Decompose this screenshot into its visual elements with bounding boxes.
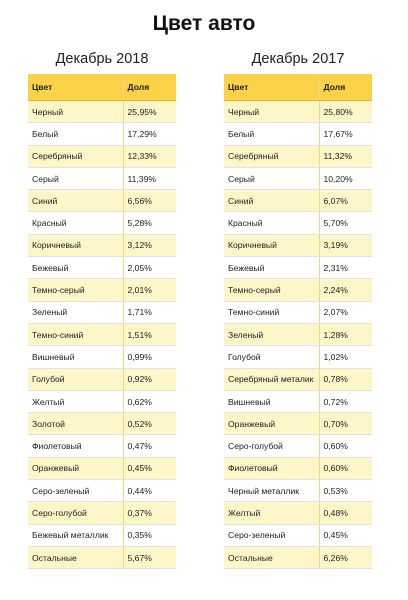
cell-share-value: 3,12% bbox=[123, 234, 176, 256]
table-row bbox=[28, 123, 176, 145]
cell-share-value: 5,70% bbox=[319, 212, 372, 234]
table-row bbox=[224, 524, 372, 546]
cell-share-value: 0,92% bbox=[123, 368, 176, 390]
cell-color-name: Вишневый bbox=[224, 390, 319, 412]
table-row bbox=[28, 323, 176, 345]
cell-color-name: Белый bbox=[28, 123, 123, 145]
table-row bbox=[224, 234, 372, 256]
table-row bbox=[224, 413, 372, 435]
cell-color-name: Серо-зеленый bbox=[28, 480, 123, 502]
table-row bbox=[28, 435, 176, 457]
cell-share-value: 0,45% bbox=[319, 524, 372, 546]
cell-share-value: 0,99% bbox=[123, 346, 176, 368]
cell-share-value: 2,01% bbox=[123, 279, 176, 301]
cell-color-name: Фиолетовый bbox=[28, 435, 123, 457]
table-row bbox=[28, 413, 176, 435]
cell-color-name: Желтый bbox=[224, 502, 319, 524]
table-row bbox=[224, 368, 372, 390]
cell-share-value: 6,56% bbox=[123, 190, 176, 212]
cell-color-name: Серо-голубой bbox=[224, 435, 319, 457]
cell-color-name: Серый bbox=[224, 167, 319, 189]
cell-share-value: 0,60% bbox=[319, 457, 372, 479]
cell-share-value: 11,32% bbox=[319, 145, 372, 167]
table-row bbox=[224, 123, 372, 145]
cell-color-name: Синий bbox=[28, 190, 123, 212]
cell-share-value: 5,67% bbox=[123, 546, 176, 568]
cell-share-value: 25,80% bbox=[319, 101, 372, 123]
column-header-color: Цвет bbox=[224, 74, 319, 101]
cell-share-value: 1,51% bbox=[123, 323, 176, 345]
table-row bbox=[224, 190, 372, 212]
cell-share-value: 0,70% bbox=[319, 413, 372, 435]
cell-share-value: 10,20% bbox=[319, 167, 372, 189]
cell-color-name: Синий bbox=[224, 190, 319, 212]
table-row bbox=[28, 390, 176, 412]
cell-share-value: 6,26% bbox=[319, 546, 372, 568]
table-row bbox=[224, 390, 372, 412]
table-row bbox=[224, 457, 372, 479]
cell-color-name: Коричневый bbox=[28, 234, 123, 256]
cell-color-name: Черный bbox=[28, 101, 123, 123]
table-row bbox=[28, 502, 176, 524]
cell-color-name: Темно-серый bbox=[28, 279, 123, 301]
cell-color-name: Оранжевый bbox=[224, 413, 319, 435]
table-row bbox=[28, 301, 176, 323]
cell-share-value: 0,52% bbox=[123, 413, 176, 435]
cell-color-name: Серо-зеленый bbox=[224, 524, 319, 546]
table-row bbox=[28, 101, 176, 123]
cell-color-name: Коричневый bbox=[224, 234, 319, 256]
cell-color-name: Зеленый bbox=[224, 323, 319, 345]
table-row bbox=[28, 279, 176, 301]
cell-color-name: Красный bbox=[224, 212, 319, 234]
cell-color-name: Серебряный металик bbox=[224, 368, 319, 390]
table-body bbox=[28, 101, 176, 569]
table-row bbox=[224, 323, 372, 345]
cell-color-name: Остальные bbox=[224, 546, 319, 568]
cell-share-value: 5,28% bbox=[123, 212, 176, 234]
cell-color-name: Оранжевый bbox=[28, 457, 123, 479]
cell-color-name: Зеленый bbox=[28, 301, 123, 323]
table-row bbox=[28, 257, 176, 279]
cell-share-value: 17,29% bbox=[123, 123, 176, 145]
cell-color-name: Бежевый bbox=[224, 257, 319, 279]
table-header-row bbox=[224, 74, 372, 101]
cell-share-value: 0,72% bbox=[319, 390, 372, 412]
cell-share-value: 0,45% bbox=[123, 457, 176, 479]
cell-share-value: 6,07% bbox=[319, 190, 372, 212]
cell-color-name: Серый bbox=[28, 167, 123, 189]
cell-share-value: 3,19% bbox=[319, 234, 372, 256]
cell-color-name: Голубой bbox=[224, 346, 319, 368]
table-row bbox=[28, 190, 176, 212]
table-caption: Декабрь 2018 bbox=[55, 51, 149, 67]
cell-share-value: 2,07% bbox=[319, 301, 372, 323]
color-share-table bbox=[28, 74, 176, 569]
cell-share-value: 12,33% bbox=[123, 145, 176, 167]
table-row bbox=[28, 346, 176, 368]
cell-share-value: 1,71% bbox=[123, 301, 176, 323]
cell-color-name: Вишневый bbox=[28, 346, 123, 368]
page-title: Цвет авто bbox=[152, 12, 256, 35]
cell-color-name: Фиолетовый bbox=[224, 457, 319, 479]
color-share-table bbox=[224, 74, 372, 569]
table-row bbox=[224, 212, 372, 234]
table-row bbox=[224, 480, 372, 502]
cell-color-name: Черный bbox=[224, 101, 319, 123]
table-row bbox=[28, 167, 176, 189]
table-row bbox=[224, 502, 372, 524]
table-row bbox=[224, 167, 372, 189]
cell-color-name: Бежевый bbox=[28, 257, 123, 279]
table-row bbox=[224, 101, 372, 123]
table-row bbox=[224, 145, 372, 167]
cell-color-name: Темно-серый bbox=[224, 279, 319, 301]
table-block-2018 bbox=[28, 50, 176, 569]
table-header-row bbox=[28, 74, 176, 101]
cell-share-value: 0,44% bbox=[123, 480, 176, 502]
cell-share-value: 0,60% bbox=[319, 435, 372, 457]
cell-color-name: Золотой bbox=[28, 413, 123, 435]
cell-color-name: Серебряный bbox=[224, 145, 319, 167]
cell-share-value: 2,05% bbox=[123, 257, 176, 279]
cell-share-value: 0,37% bbox=[123, 502, 176, 524]
cell-color-name: Желтый bbox=[28, 390, 123, 412]
cell-share-value: 0,53% bbox=[319, 480, 372, 502]
column-header-share: Доля bbox=[319, 74, 372, 101]
cell-color-name: Серо-голубой bbox=[28, 502, 123, 524]
cell-share-value: 17,67% bbox=[319, 123, 372, 145]
cell-share-value: 11,39% bbox=[123, 167, 176, 189]
cell-share-value: 2,31% bbox=[319, 257, 372, 279]
table-row bbox=[28, 480, 176, 502]
cell-color-name: Темно-синий bbox=[28, 323, 123, 345]
cell-share-value: 2,24% bbox=[319, 279, 372, 301]
cell-color-name: Темно-синий bbox=[224, 301, 319, 323]
cell-share-value: 1,02% bbox=[319, 346, 372, 368]
table-row bbox=[28, 368, 176, 390]
column-header-share: Доля bbox=[123, 74, 176, 101]
cell-share-value: 0,35% bbox=[123, 524, 176, 546]
cell-color-name: Бежевый металлик bbox=[28, 524, 123, 546]
cell-share-value: 25,95% bbox=[123, 101, 176, 123]
table-block-2017 bbox=[224, 50, 372, 569]
table-row bbox=[28, 234, 176, 256]
cell-share-value: 0,47% bbox=[123, 435, 176, 457]
cell-color-name: Остальные bbox=[28, 546, 123, 568]
table-row bbox=[224, 301, 372, 323]
cell-color-name: Черный металлик bbox=[224, 480, 319, 502]
table-row bbox=[224, 435, 372, 457]
cell-color-name: Голубой bbox=[28, 368, 123, 390]
table-row bbox=[28, 546, 176, 568]
table-row bbox=[28, 145, 176, 167]
table-row bbox=[224, 346, 372, 368]
table-row bbox=[224, 546, 372, 568]
table-row bbox=[224, 279, 372, 301]
table-caption: Декабрь 2017 bbox=[251, 51, 345, 67]
cell-share-value: 0,62% bbox=[123, 390, 176, 412]
column-header-color: Цвет bbox=[28, 74, 123, 101]
table-row bbox=[28, 524, 176, 546]
cell-color-name: Красный bbox=[28, 212, 123, 234]
cell-color-name: Белый bbox=[224, 123, 319, 145]
cell-share-value: 1,28% bbox=[319, 323, 372, 345]
table-row bbox=[28, 457, 176, 479]
cell-share-value: 0,48% bbox=[319, 502, 372, 524]
table-row bbox=[28, 212, 176, 234]
table-row bbox=[224, 257, 372, 279]
cell-color-name: Серебряный bbox=[28, 145, 123, 167]
cell-share-value: 0,78% bbox=[319, 368, 372, 390]
table-body bbox=[224, 101, 372, 569]
